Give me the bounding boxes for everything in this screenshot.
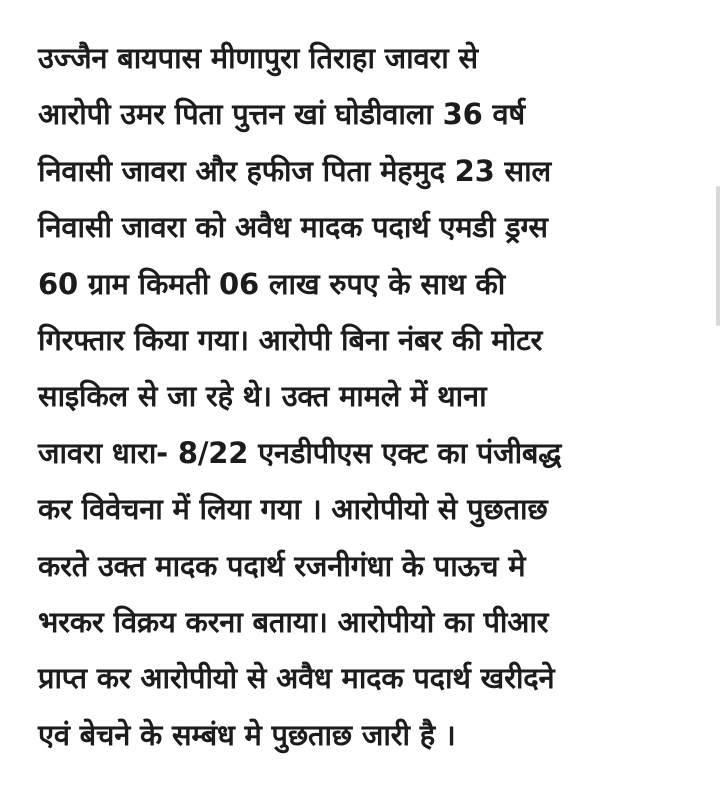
article-line: उज्जैन बायपास मीणापुरा तिराहा जावरा से bbox=[38, 41, 478, 75]
article-line: कर विवेचना में लिया गया । आरोपीयो से पुछताछ bbox=[38, 492, 548, 527]
article-line: साइकिल से जा रहे थे। उक्त मामले में थाना bbox=[38, 379, 487, 414]
article-line: एवं बेचने के सम्बंध मे पुछताछ जारी है । bbox=[38, 717, 456, 752]
article-line: निवासी जावरा को अवैध मादक पदार्थ एमडी ड्रग्स bbox=[38, 210, 548, 245]
article-line: निवासी जावरा और हफीज पिता मेहमुद 23 साल bbox=[38, 153, 551, 188]
article-line: भरकर विक्रय करना बताया। आरोपीयो का पीआर bbox=[38, 605, 549, 640]
article-line: आरोपी उमर पिता पुत्तन खां घोडीवाला 36 वर्ष bbox=[38, 97, 525, 132]
article-line: गिरफ्तार किया गया। आरोपी बिना नंबर की मोटर bbox=[38, 323, 543, 358]
article-line: करते उक्त मादक पदार्थ रजनीगंधा के पाऊच मे bbox=[38, 548, 526, 583]
article-line: 60 ग्राम किमती 06 लाख रुपए के साथ की bbox=[38, 266, 506, 301]
news-article-text bbox=[38, 30, 708, 763]
scrollbar-thumb[interactable] bbox=[716, 186, 720, 326]
article-line: प्राप्त कर आरोपीयो से अवैध मादक पदार्थ खरीदने bbox=[38, 661, 555, 696]
article-line: जावरा धारा- 8/22 एनडीपीएस एक्ट का पंजीबद्ध bbox=[38, 435, 562, 470]
